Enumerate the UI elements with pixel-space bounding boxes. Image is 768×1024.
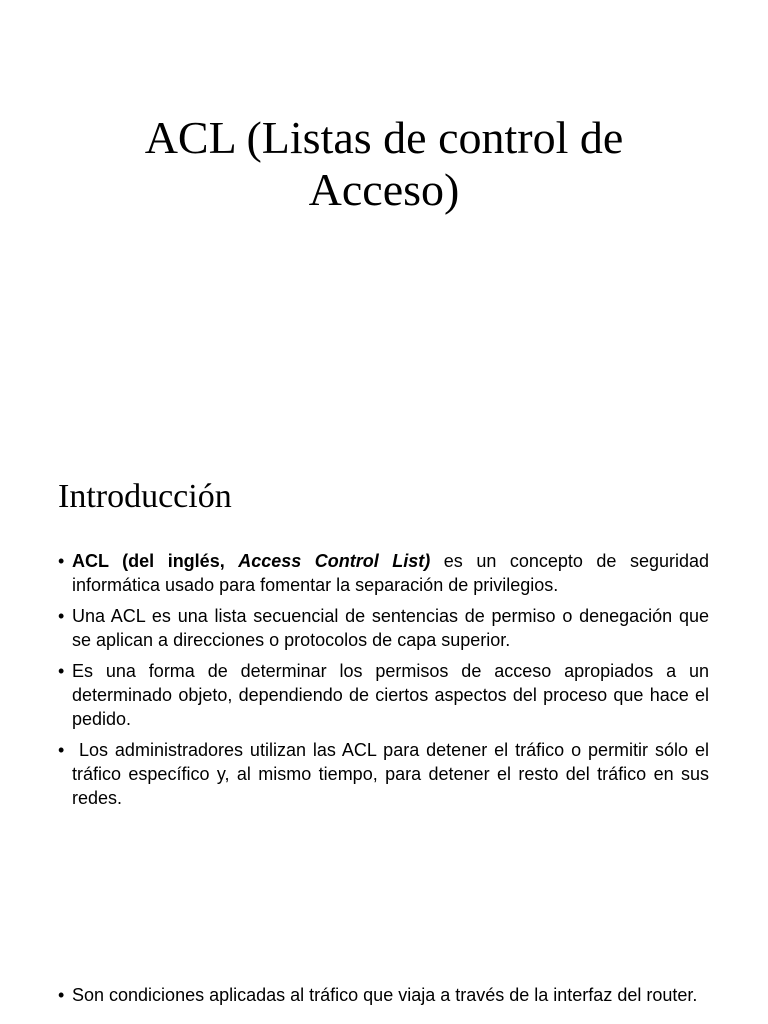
bullet-icon: • xyxy=(58,985,65,1005)
slide-title-line-2: Acceso) xyxy=(308,164,460,215)
slide-title xyxy=(0,112,768,216)
bullet-bold-text: ACL (del inglés, xyxy=(72,551,239,571)
bullet-text: Son condiciones aplicadas al tráfico que viaja a través de la interfaz del router. xyxy=(72,985,698,1005)
bullet-text xyxy=(72,551,709,595)
bullet-text: Los administradores utilizan las ACL para detener el tráfico o permitir sólo el tráfico específico y, al mismo tiempo, para detener el resto del tráfico en sus redes. xyxy=(72,740,709,808)
list-item xyxy=(58,659,709,731)
bullet-bold-italic-text: Access Control List) xyxy=(238,551,431,571)
bullet-icon: • xyxy=(58,551,65,571)
bullet-icon: • xyxy=(58,606,65,626)
bullet-icon: • xyxy=(58,740,65,760)
conditions-bullet-list xyxy=(58,983,709,1014)
list-item xyxy=(58,549,709,597)
intro-bullet-list xyxy=(58,549,709,817)
bullet-text: Una ACL es una lista secuencial de sentencias de permiso o denegación que se aplican a direcciones o protocolos de capa superior. xyxy=(72,606,709,650)
list-item xyxy=(58,983,709,1007)
section-heading: Introducción xyxy=(58,478,232,515)
list-item xyxy=(58,738,709,810)
slide-title-line-1: ACL (Listas de control de xyxy=(144,112,624,163)
bullet-rest-text: es un concepto de seguridad informática usado para fomentar la separación de privilegios. xyxy=(72,551,709,595)
list-item xyxy=(58,604,709,652)
bullet-text: Es una forma de determinar los permisos de acceso apropiados a un determinado objeto, dependiendo de ciertos aspectos del proceso que hace el pedido. xyxy=(72,661,709,729)
bullet-icon: • xyxy=(58,661,65,681)
